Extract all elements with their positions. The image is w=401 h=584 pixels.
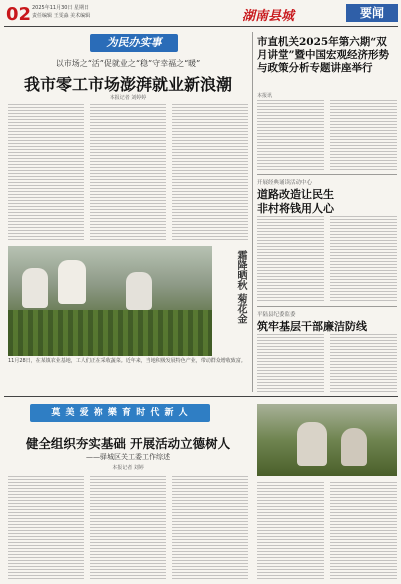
left-headline: 我市零工市场澎湃就业新浪潮 [23, 75, 232, 94]
bottom-banner [30, 404, 210, 422]
section-rule [4, 396, 398, 397]
right-body-3a [257, 334, 324, 392]
bottom-subheadline: ——驿城区关工委工作综述 [86, 453, 170, 461]
right-body-2b [330, 216, 397, 302]
photo-crops [8, 310, 212, 356]
right-headline: 市直机关2025年第六期“双月讲堂”暨中国宏观经济形势与政策分析专题讲座举行 [257, 36, 390, 74]
story2-subheadline: 非村将钱用人心 [257, 202, 334, 215]
photo-worker-1 [22, 268, 48, 308]
right-body-2a [257, 216, 324, 302]
newspaper-logo: 湖南县城 [242, 9, 295, 24]
photo-caption: 11月28日，在某镇农业基地，工人们正在采收蔬菜。近年来，当地积极发展特色产业，带动群众增收致富。 [8, 358, 246, 364]
section-label: 要闻 [359, 6, 384, 20]
bottom-banner-text: 莫 美 爱 祢 樂 育 时 代 新 人 [51, 408, 189, 418]
date-line: 2025年11月30日 星期日 [32, 5, 90, 11]
left-photo [8, 246, 212, 356]
bottom-headline: 健全组织夯实基础 开展活动立德树人 [25, 436, 231, 451]
page-number: 02 [6, 4, 32, 25]
column-badge-text: 为民办实事 [106, 36, 162, 49]
masthead-rule [4, 26, 398, 27]
right-divider-1 [257, 174, 397, 175]
masthead [0, 0, 401, 28]
bottom-byline: 本报记者 刘婷 [112, 465, 144, 471]
photo-figure [297, 422, 327, 466]
editor-line: 责任编辑 王雯淼 美术编辑 [32, 13, 91, 19]
left-byline: 本报记者 刘婷婷 [109, 95, 147, 101]
photo-figure-2 [341, 428, 367, 466]
story3-kicker: 平陆县纪委监委 [257, 312, 296, 318]
right-divider-2 [257, 306, 397, 307]
bottom-body-col3 [172, 476, 248, 580]
photo-worker-3 [126, 272, 152, 310]
right-byline: 本报讯 [257, 93, 273, 99]
story2-headline: 道路改造让民生 [257, 188, 334, 201]
bottom-body-col4 [257, 482, 324, 580]
right-body-3b [330, 334, 397, 392]
bottom-photo [257, 404, 397, 476]
left-body-col1 [8, 104, 84, 242]
left-body-col2 [90, 104, 166, 242]
story3-headline: 筑牢基层干部廉洁防线 [257, 320, 367, 333]
column-divider [252, 32, 253, 392]
left-body-col3 [172, 104, 248, 242]
right-body-1a [257, 100, 324, 170]
photo-worker-2 [58, 260, 86, 304]
left-kicker: 以市场之“活”促就业之“稳”守幸福之“暖” [55, 59, 201, 68]
bottom-body-col1 [8, 476, 84, 580]
photo-title: 霜降晒秋 菊花金 [235, 250, 246, 324]
column-badge [90, 34, 178, 52]
bottom-body-col2 [90, 476, 166, 580]
bottom-body-col5 [330, 482, 397, 580]
section-tab [346, 4, 398, 22]
right-body-1b [330, 100, 397, 170]
story2-kicker: 开展经典诵读活动中心 [257, 180, 313, 186]
